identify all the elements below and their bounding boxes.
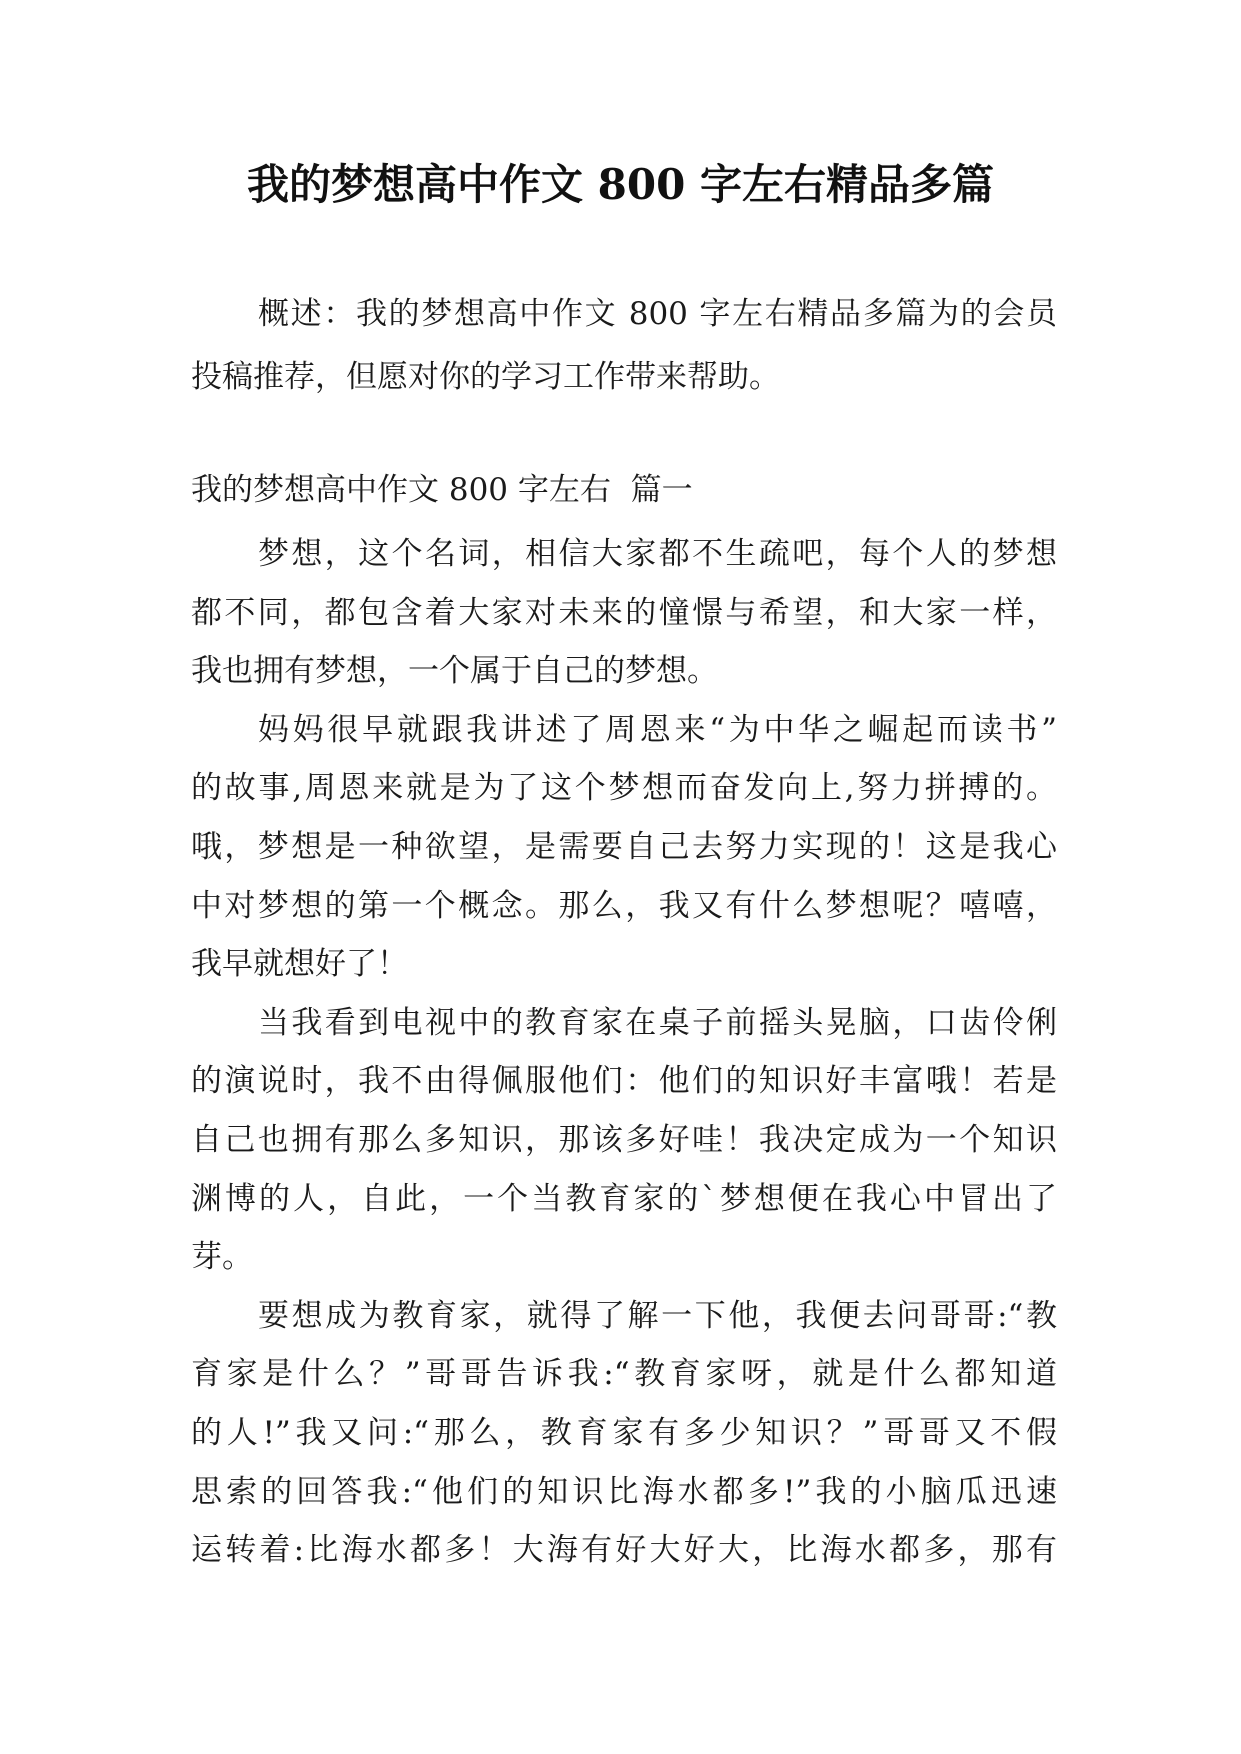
paragraph-line: 思索的回答我:“他们的知识比海水都多!”我的小脑瓜迅速 (191, 1473, 1057, 1510)
paragraph-line: 我也拥有梦想，一个属于自己的梦想。 (191, 653, 718, 690)
paragraph-line: 中对梦想的第一个概念。那么，我又有什么梦想呢？嘻嘻， (191, 887, 1057, 924)
paragraph-line: 哦，梦想是一种欲望，是需要自己去努力实现的！这是我心 (191, 828, 1057, 865)
paragraph (191, 525, 1057, 701)
paragraph-line: 的故事,周恩来就是为了这个梦想而奋发向上,努力拼搏的。 (191, 770, 1057, 807)
essay-body (191, 525, 1057, 1580)
paragraph-line: 运转着:比海水都多！大海有好大好大，比海水都多，那有 (191, 1532, 1057, 1569)
paragraph-line: 自己也拥有那么多知识，那该多好哇！我决定成为一个知识 (191, 1121, 1057, 1158)
paragraph-line: 渊博的人，自此，一个当教育家的`梦想便在我心中冒出了 (191, 1180, 1057, 1217)
paragraph-line: 我早就想好了！ (191, 946, 408, 983)
paragraph-line: 的演说时，我不由得佩服他们：他们的知识好丰富哦！若是 (191, 1063, 1057, 1100)
paragraph-line: 的人!”我又问:“那么，教育家有多少知识？”哥哥又不假 (191, 1414, 1057, 1451)
section-heading-text: 我的梦想高中作文 800 字左右 篇一 (191, 472, 693, 508)
paragraph-line: 梦想，这个名词，相信大家都不生疏吧，每个人的梦想 (258, 536, 1057, 572)
paragraph-line: 都不同，都包含着大家对未来的憧憬与希望，和大家一样， (191, 594, 1057, 631)
paragraph-line: 妈妈很早就跟我讲述了周恩来“为中华之崛起而读书” (258, 711, 1057, 748)
paragraph-line: 要想成为教育家，就得了解一下他，我便去问哥哥:“教 (258, 1297, 1057, 1334)
paragraph (191, 701, 1057, 994)
paragraph-line: 芽。 (191, 1239, 253, 1276)
paragraph (191, 994, 1057, 1287)
summary-line: 概述：我的梦想高中作文 800 字左右精品多篇为的会员 (258, 296, 1057, 332)
summary-paragraph (191, 283, 1057, 409)
document-title: 我的梦想高中作文 800 字左右精品多篇 (247, 160, 994, 209)
paragraph-line: 当我看到电视中的教育家在桌子前摇头晃脑，口齿伶俐 (258, 1004, 1057, 1041)
paragraph (191, 1287, 1057, 1580)
summary-line: 投稿推荐，但愿对你的学习工作带来帮助。 (191, 359, 780, 395)
paragraph-line: 育家是什么？”哥哥告诉我:“教育家呀，就是什么都知道 (191, 1356, 1057, 1393)
section-heading (191, 459, 1057, 522)
